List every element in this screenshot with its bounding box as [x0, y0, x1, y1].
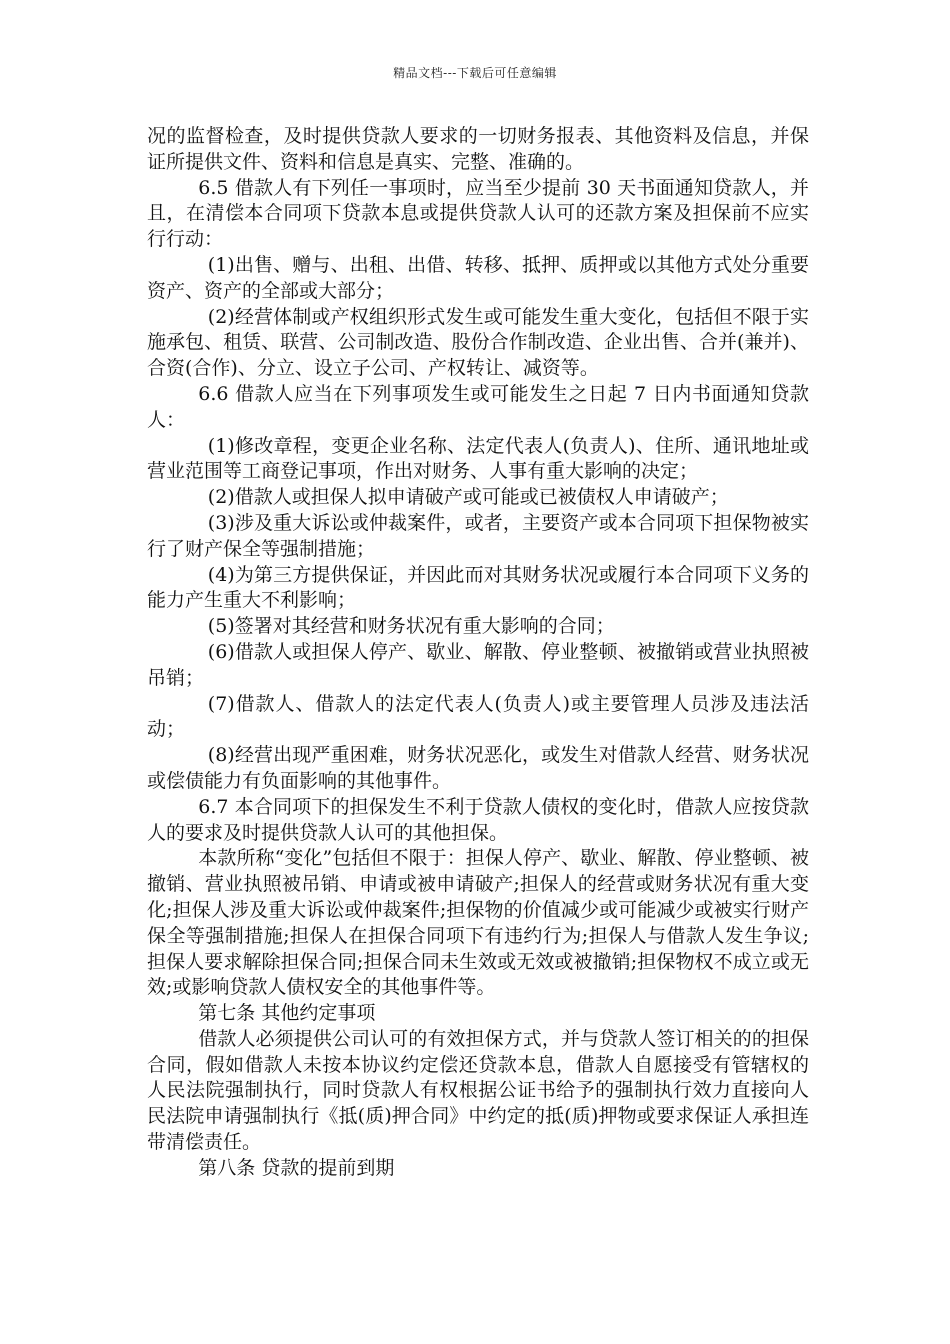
document-body	[147, 124, 809, 1182]
clause-6-6-item-3: (3)涉及重大诉讼或仲裁案件，或者，主要资产或本合同项下担保物被实行了财产保全等强制措施；	[147, 511, 809, 560]
clause-6-5-item-2: (2)经营体制或产权组织形式发生或可能发生重大变化，包括但不限于实施承包、租赁、联营、公司制改造、股份合作制改造、企业出售、合并(兼并)、合资(合作)、分立、设立子公司、产权转让、减资等。	[147, 305, 809, 380]
article-7-body: 借款人必须提供公司认可的有效担保方式，并与贷款人签订相关的的担保合同，假如借款人未按本协议约定偿还贷款本息，借款人自愿接受有管辖权的人民法院强制执行，同时贷款人有权根据公证书给予的强制执行效力直接向人民法院申请强制执行《抵(质)押合同》中约定的抵(质)押物或要求保证人承担连带清偿责任。	[147, 1027, 809, 1154]
article-7-heading: 第七条 其他约定事项	[198, 1002, 376, 1025]
clause-6-6-item-2: (2)借款人或担保人拟申请破产或可能或已被债权人申请破产；	[207, 486, 729, 509]
clause-6-5: 6.5 借款人有下列任一事项时，应当至少提前 30 天书面通知贷款人，并且，在清偿本合同项下贷款本息或提供贷款人认可的还款方案及担保前不应实行行动：	[147, 176, 809, 251]
clause-6-6-item-5: (5)签署对其经营和财务状况有重大影响的合同；	[207, 615, 615, 638]
clause-6-6: 6.6 借款人应当在下列事项发生或可能发生之日起 7 日内书面通知贷款人：	[147, 382, 809, 431]
clause-6-6-item-1: (1)修改章程，变更企业名称、法定代表人(负责人)、住所、通讯地址或营业范围等工商登记事项，作出对财务、人事有重大影响的决定；	[147, 434, 809, 483]
paragraph-continuation: 况的监督检查，及时提供贷款人要求的一切财务报表、其他资料及信息，并保证所提供文件、资料和信息是真实、完整、准确的。	[147, 125, 809, 173]
article-8-heading: 第八条 贷款的提前到期	[198, 1156, 395, 1179]
clause-6-6-item-7: (7)借款人、借款人的法定代表人(负责人)或主要管理人员涉及违法活动；	[147, 692, 809, 741]
clause-6-6-item-4: (4)为第三方提供保证，并因此而对其财务状况或履行本合同项下义务的能力产生重大不利影响；	[147, 563, 809, 612]
clause-6-7-definition: 本款所称“变化”包括但不限于：担保人停产、歇业、解散、停业整顿、被撤销、营业执照被吊销、申请或被申请破产;担保人的经营或财务状况有重大变化;担保人涉及重大诉讼或仲裁案件;担保物的价值减少或可能减少或被实行财产保全等强制措施;担保人在担保合同项下有违约行为;担保人与借款人发生争议;担保人要求解除担保合同;担保合同未生效或无效或被撤销;担保物权不成立或无效;或影响贷款人债权安全的其他事件等。	[147, 847, 809, 999]
clause-6-6-item-8: (8)经营出现严重困难，财务状况恶化，或发生对借款人经营、财务状况或偿债能力有负面影响的其他事件。	[147, 744, 809, 792]
clause-6-5-item-1: (1)出售、赠与、出租、出借、转移、抵押、质押或以其他方式处分重要资产、资产的全部或大部分；	[147, 253, 809, 302]
clause-6-7: 6.7 本合同项下的担保发生不利于贷款人债权的变化时，借款人应按贷款人的要求及时提供贷款人认可的其他担保。	[147, 795, 809, 844]
page-header: 精品文档---下载后可任意编辑	[393, 66, 557, 80]
clause-6-6-item-6: (6)借款人或担保人停产、歇业、解散、停业整顿、被撤销或营业执照被吊销；	[147, 640, 809, 689]
